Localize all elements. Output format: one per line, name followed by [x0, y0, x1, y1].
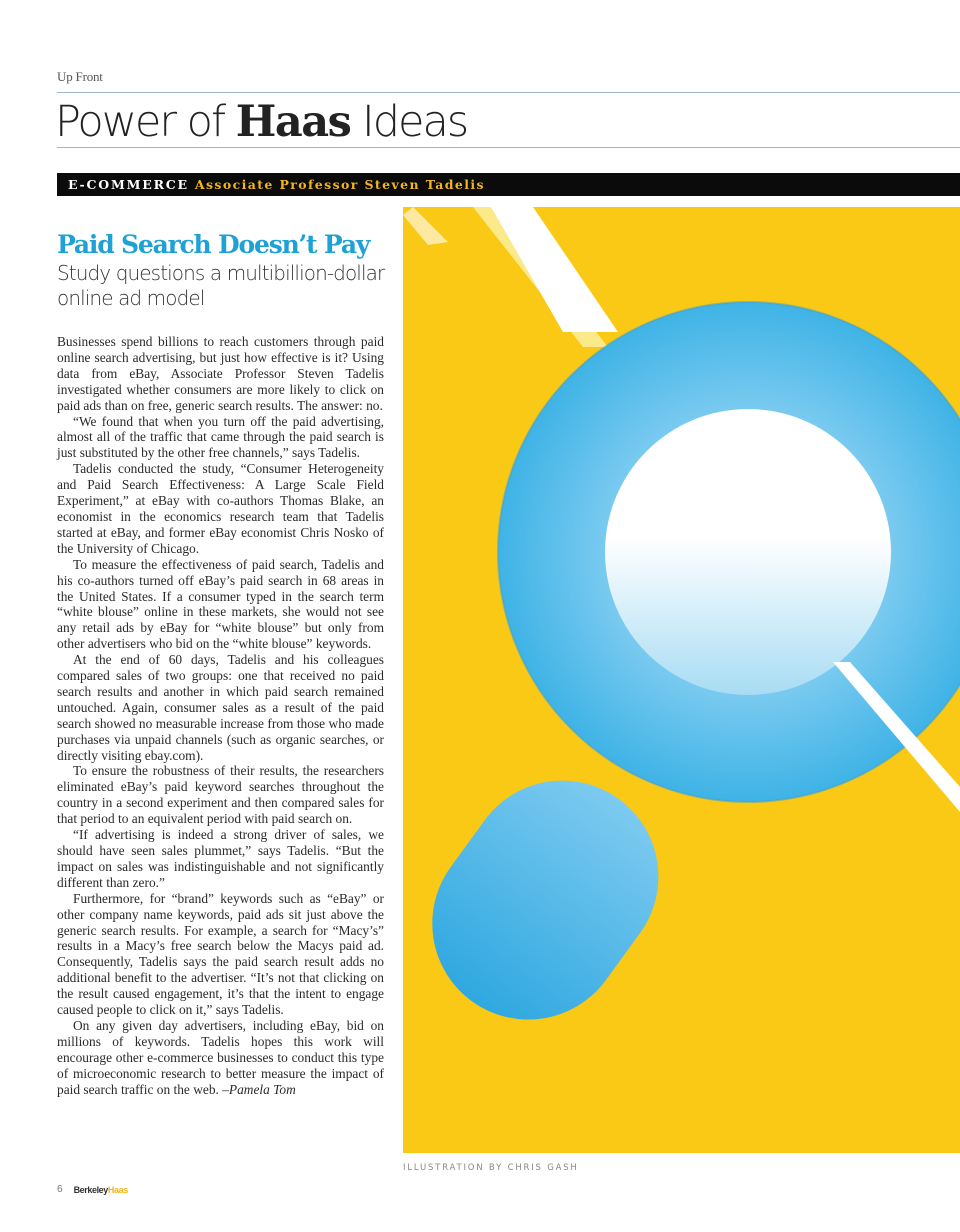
section-label: Up Front	[57, 69, 103, 84]
kicker-person: Associate Professor Steven Tadelis	[194, 177, 485, 192]
article-body	[57, 334, 384, 1098]
magnifying-glass-illustration	[403, 207, 960, 1153]
body-paragraph: To measure the effectiveness of paid search, Tadelis and his co-authors turned off eBay’s paid search in 68 areas in the United States. If a consumer typed in the search term “white blouse” online in these markets, she would not see any retail ads by eBay for “white blouse” but only from other advertisers who bid on the “white blouse” keywords.	[57, 556, 384, 652]
article-dek: Study questions a multibillion-dollar online ad model	[57, 261, 385, 310]
body-paragraph: Furthermore, for “brand” keywords such as “eBay” or other company name keywords, paid ads sit just above the generic search results. For example, a search for “Macy’s” results in a Macy’s free search below the Macys paid ad. Consequently, Tadelis says the paid search result adds no additional benefit to the advertiser. “It’s not that clicking on the result caused engagement, it’s that the intent to engage caused people to click on it,” says Tadelis.	[57, 890, 384, 1018]
magnifying-glass-icon	[403, 207, 960, 1153]
kicker-bar	[57, 173, 960, 196]
lens-glass	[605, 409, 891, 695]
body-paragraph: Tadelis conducted the study, “Consumer Heterogeneity and Paid Search Effectiveness: A Large Scale Field Experiment,” at eBay with co-authors Thomas Blake, an economist in the economics research team that Tadelis started at eBay, and former eBay economist Chris Nosko of the University of Chicago.	[57, 461, 384, 556]
page-footer	[57, 1184, 128, 1195]
header-rule-bottom	[57, 147, 960, 148]
logo-haas: Haas	[107, 1184, 128, 1195]
body-paragraph: “If advertising is indeed a strong driver of sales, we should have seen sales plummet,” says Tadelis. “But the impact on sales was indistinguishable and not significantly different than zero.”	[57, 827, 384, 890]
masthead-title	[55, 96, 467, 148]
illustration-credit: ILLUSTRATION BY CHRIS GASH	[403, 1163, 579, 1173]
page-number: 6	[57, 1184, 63, 1195]
author-byline: –Pamela Tom	[222, 1081, 296, 1097]
body-paragraph: At the end of 60 days, Tadelis and his colleagues compared sales of two groups: one that received no paid search results and another in which paid search remained untouched. Again, consumer sales as a result of the paid search showed no measurable increase from those who made purchases via unpaid channels (such as organic searches, or directly visiting ebay.com).	[57, 652, 384, 763]
masthead-light-2: Ideas	[350, 97, 468, 147]
body-paragraph: “We found that when you turn off the paid advertising, almost all of the traffic that came through the paid search is just substituted by the other free channels,” says Tadelis.	[57, 413, 384, 461]
body-paragraph-last	[57, 1018, 384, 1098]
header-rule-top	[57, 92, 960, 93]
logo-berkeley: Berkeley	[73, 1184, 108, 1195]
body-paragraph: Businesses spend billions to reach customers through paid online search advertising, but just how effective is it? Using data from eBay, Associate Professor Steven Tadelis investigated whether consumers are more likely to click on paid ads than on free, generic search results. The answer: no.	[57, 334, 384, 413]
article-headline: Paid Search Doesn’t Pay	[57, 230, 370, 259]
masthead-bold: Haas	[235, 97, 351, 147]
kicker-topic: E-COMMERCE	[68, 177, 189, 192]
masthead-light-1: Power of	[55, 97, 236, 147]
body-paragraph: To ensure the robustness of their results, the researchers eliminated eBay’s paid keyword searches throughout the country in a second experiment and then compared sales for that period to an equivalent period with paid search on.	[57, 763, 384, 827]
last-paragraph-text: On any given day advertisers, including eBay, bid on millions of keywords. Tadelis hopes this work will encourage other e-commerce businesses to conduct this type of microeconomic research to better measure the impact of paid search traffic on the web.	[57, 1017, 384, 1097]
